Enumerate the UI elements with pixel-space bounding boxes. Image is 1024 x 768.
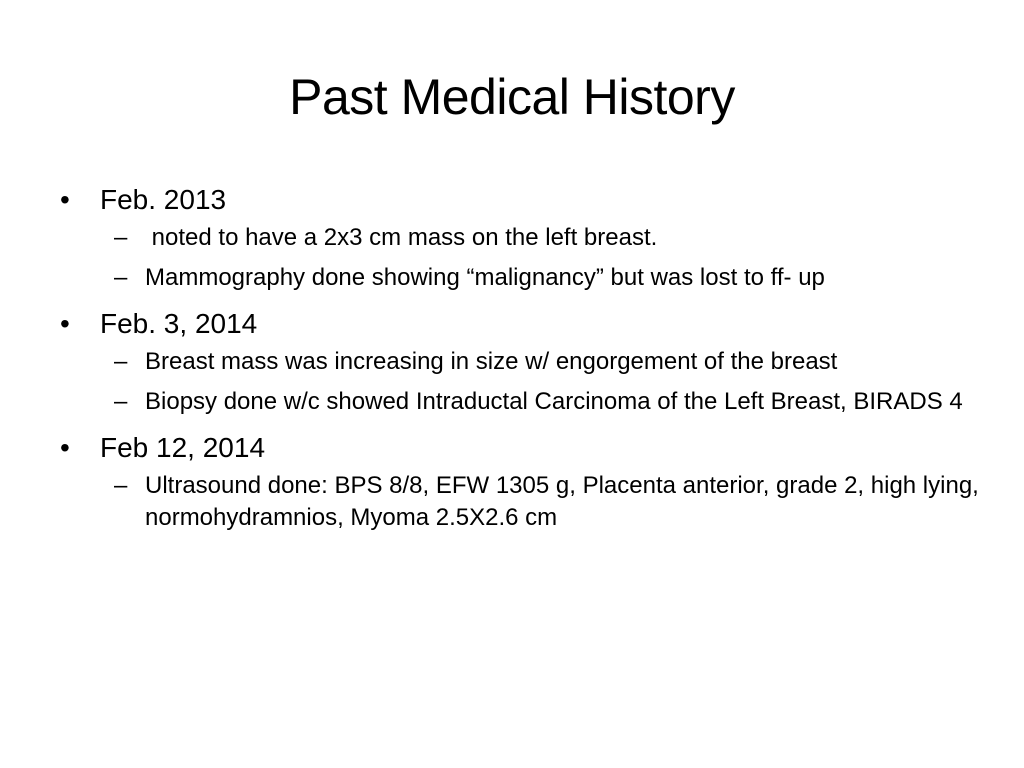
dash-icon: – — [114, 472, 128, 499]
bullet-icon: • — [60, 432, 70, 463]
sub-list — [100, 346, 980, 418]
dash-icon: – — [114, 264, 128, 291]
sub-item — [100, 470, 980, 534]
sub-item-text: Ultrasound done: BPS 8/8, EFW 1305 g, Placenta anterior, grade 2, high lying, normohydramnios, Myoma 2.5X2.6 cm — [145, 472, 979, 531]
sub-item-text: Breast mass was increasing in size w/ engorgement of the breast — [145, 348, 838, 375]
slide-content — [60, 178, 980, 542]
bullet-icon: • — [60, 184, 70, 215]
dash-icon: – — [114, 348, 128, 375]
sub-item-text: noted to have a 2x3 cm mass on the left breast. — [145, 224, 658, 251]
bullet-item — [60, 426, 980, 470]
bullet-heading: Feb 12, 2014 — [100, 432, 266, 463]
dash-icon: – — [114, 224, 128, 251]
bullet-icon: • — [60, 308, 70, 339]
bullet-item — [60, 302, 980, 346]
sub-item-text: Biopsy done w/c showed Intraductal Carcinoma of the Left Breast, BIRADS 4 — [145, 388, 963, 415]
bullet-heading: Feb. 2013 — [100, 184, 227, 215]
sub-item — [100, 222, 980, 254]
sub-item — [100, 386, 980, 418]
sub-item-text: Mammography done showing “malignancy” but was lost to ff- up — [145, 264, 825, 291]
dash-icon: – — [114, 388, 128, 415]
bullet-heading: Feb. 3, 2014 — [100, 308, 258, 339]
sub-item — [100, 262, 980, 294]
slide-title: Past Medical History — [289, 69, 735, 125]
sub-list — [100, 470, 980, 534]
sub-item — [100, 346, 980, 378]
bullet-item — [60, 178, 980, 222]
sub-list — [100, 222, 980, 294]
